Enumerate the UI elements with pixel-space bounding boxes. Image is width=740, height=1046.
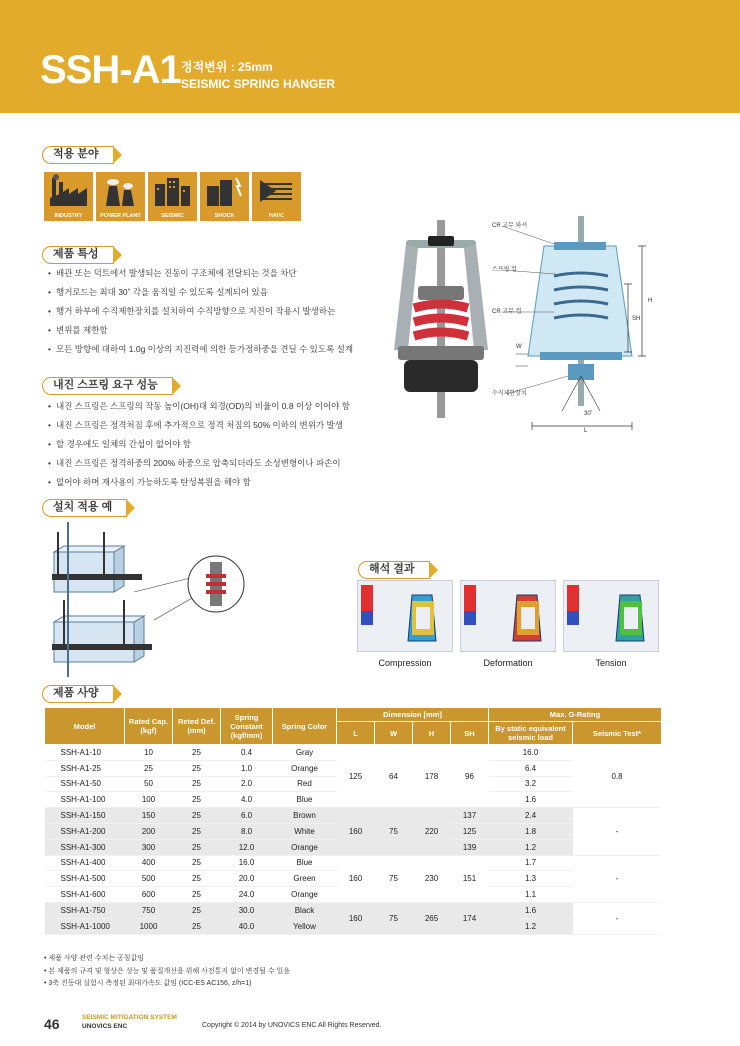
product-photo [392, 220, 490, 418]
cell-def: 25 [173, 823, 221, 839]
drawing-label-l: L [584, 428, 588, 434]
subtitle-kr: 정적변위 : 25mm [181, 60, 273, 74]
cell-spring-constant: 30.0 [221, 902, 273, 918]
section-application: 적용 분야 [42, 146, 114, 164]
cell-dim-h: 178 [413, 745, 451, 808]
cell-model: SSH-A1-300 [45, 839, 125, 855]
cell-g-static: 1.6 [489, 792, 573, 808]
col-rated-cap: Rated Cap. (kgf) [125, 708, 173, 745]
factory-icon: INDUSTRY [44, 172, 93, 221]
cell-spring-color: Brown [273, 808, 337, 824]
table-row [45, 745, 662, 761]
cell-spring-constant: 24.0 [221, 887, 273, 903]
cell-model: SSH-A1-500 [45, 871, 125, 887]
notes [44, 953, 290, 991]
cell-def: 25 [173, 918, 221, 934]
cell-spring-color: Orange [273, 760, 337, 776]
footer-copyright: Copyright © 2014 by UNOVICS ENC All Rights Reserved. [202, 1022, 382, 1029]
cell-def: 25 [173, 887, 221, 903]
cell-spring-color: Black [273, 902, 337, 918]
cell-dim-h: 230 [413, 855, 451, 902]
footer-system: SEISMIC MITIGATION SYSTEM [82, 1014, 177, 1021]
col-max-g: Max. G-Rating [489, 708, 662, 722]
list-item: • 할 경우에도 일체의 간섭이 없어야 함 [50, 435, 350, 454]
list-item: • 행거 하부에 수직제한장치를 설치하여 수직방향으로 지진이 작용시 발생하는 [50, 302, 353, 321]
hanger-drawing [492, 216, 672, 436]
col-seismic-test: Seismic Test* [573, 722, 662, 745]
col-spring-constant: Spring Constant (kgf/mm) [221, 708, 273, 745]
cell-seismic-test: - [573, 808, 662, 855]
cell-model: SSH-A1-25 [45, 760, 125, 776]
cell-spring-constant: 20.0 [221, 871, 273, 887]
table-row [45, 902, 662, 918]
list-item: • 변위를 제한함 [50, 321, 353, 340]
caption-tension: Tension [595, 658, 627, 668]
header-banner [0, 0, 740, 113]
features-list [50, 264, 353, 359]
cell-spring-constant: 16.0 [221, 855, 273, 871]
col-h: H [413, 722, 451, 745]
cell-cap: 10 [125, 745, 173, 761]
cell-spring-color: Orange [273, 887, 337, 903]
section-inner-spring: 내진 스프링 요구 성능 [42, 377, 173, 395]
cell-cap: 1000 [125, 918, 173, 934]
cell-spring-color: Gray [273, 745, 337, 761]
cell-cap: 25 [125, 760, 173, 776]
shock-building-icon: SHOCK [200, 172, 249, 221]
cell-spring-color: Yellow [273, 918, 337, 934]
cell-dim-w: 64 [375, 745, 413, 808]
list-item: • 모든 방향에 대하여 1.0g 이상의 지진력에 의한 등가정하중을 견딜 수 있도록 설계 [50, 340, 353, 359]
spec-table [44, 707, 662, 935]
cell-def: 25 [173, 776, 221, 792]
cell-cap: 300 [125, 839, 173, 855]
caption-deformation: Deformation [483, 658, 533, 668]
list-item: • 배관 또는 덕트에서 발생되는 진동이 구조체에 전달되는 것을 차단 [50, 264, 353, 283]
drawing-label-cr-cup: CR 고무 컵 [492, 309, 522, 315]
col-w: W [375, 722, 413, 745]
analysis-tension-image [563, 580, 659, 652]
cell-spring-constant: 2.0 [221, 776, 273, 792]
cell-g-static: 1.2 [489, 839, 573, 855]
col-dimension: Dimension [mm] [337, 708, 489, 722]
cell-spring-constant: 8.0 [221, 823, 273, 839]
cell-def: 25 [173, 760, 221, 776]
cell-def: 25 [173, 871, 221, 887]
cell-g-static: 1.2 [489, 918, 573, 934]
cell-dim-sh: 151 [451, 855, 489, 902]
cell-def: 25 [173, 855, 221, 871]
cell-dim-l: 160 [337, 902, 375, 934]
cell-def: 25 [173, 839, 221, 855]
col-rated-def: Reted Def. (mm) [173, 708, 221, 745]
cell-seismic-test: 0.8 [573, 745, 662, 808]
drawing-label-w: W [516, 344, 522, 350]
list-item: • 내진 스프링은 정격하중의 200% 하중으로 압축되더라도 소성변형이나 파손이 [50, 454, 350, 473]
drawing-label-angle: 30˚ [584, 411, 593, 417]
table-row [45, 808, 662, 824]
cell-model: SSH-A1-10 [45, 745, 125, 761]
cell-def: 25 [173, 808, 221, 824]
page-number: 46 [44, 1016, 60, 1032]
col-by-static: By static equivalent seismic load [489, 722, 573, 745]
cell-cap: 500 [125, 871, 173, 887]
list-item: • 내진 스프링은 스프링의 작동 높이(OH)대 외경(OD)의 비율이 0.8 이상 이어야 함 [50, 397, 350, 416]
drawing-label-vertical-limiter: 수직제한장치 [492, 391, 527, 397]
cell-spring-color: Blue [273, 792, 337, 808]
list-item: • 없어야 하며 재사용이 가능하도록 탄성복원을 해야 함 [50, 473, 350, 492]
cell-g-static: 1.6 [489, 902, 573, 918]
col-model: Model [45, 708, 125, 745]
cell-dim-sh: 96 [451, 745, 489, 808]
cell-model: SSH-A1-600 [45, 887, 125, 903]
cell-dim-w: 75 [375, 855, 413, 902]
cell-g-static: 1.1 [489, 887, 573, 903]
cell-model: SSH-A1-400 [45, 855, 125, 871]
col-l: L [337, 722, 375, 745]
cell-dim-h: 220 [413, 808, 451, 855]
col-spring-color: Spring Color [273, 708, 337, 745]
cell-spring-color: Blue [273, 855, 337, 871]
cell-dim-w: 75 [375, 808, 413, 855]
cell-dim-sh: 139 [451, 839, 489, 855]
cell-spring-color: Red [273, 776, 337, 792]
table-row [45, 855, 662, 871]
cell-dim-h: 265 [413, 902, 451, 934]
note-item: • 3축 진동대 실험시 측정된 최대가속도 값임 (ICC-ES AC156, z/h=1) [44, 980, 252, 987]
cell-g-static: 2.4 [489, 808, 573, 824]
cell-g-static: 3.2 [489, 776, 573, 792]
cell-spring-constant: 12.0 [221, 839, 273, 855]
section-analysis: 해석 결과 [358, 561, 430, 579]
note-item: • 본 제품의 규격 및 형상은 성능 및 품질개선을 위해 사전통지 없이 변경될 수 있음 [44, 967, 291, 975]
cell-cap: 100 [125, 792, 173, 808]
cell-cap: 600 [125, 887, 173, 903]
cell-cap: 400 [125, 855, 173, 871]
drawing-label-sh: SH [632, 316, 641, 322]
cell-def: 25 [173, 902, 221, 918]
cell-g-static: 6.4 [489, 760, 573, 776]
cell-def: 25 [173, 745, 221, 761]
footer-company: UNOVICS ENC [82, 1023, 128, 1030]
drawing-label-cr-washer: CR 고무 와셔 [492, 223, 528, 229]
drawing-label-spring-cup: 스프링 컵 [492, 267, 517, 273]
cell-spring-constant: 40.0 [221, 918, 273, 934]
hvac-icon: HAVC [252, 172, 301, 221]
subtitle-en: SEISMIC SPRING HANGER [181, 77, 336, 91]
col-sh: SH [451, 722, 489, 745]
cell-spring-constant: 6.0 [221, 808, 273, 824]
cell-dim-sh: 125 [451, 823, 489, 839]
list-item: • 행거로드는 최대 30˚ 각을 움직일 수 있도록 설계되어 있음 [50, 283, 353, 302]
cell-cap: 150 [125, 808, 173, 824]
inner-spring-list [50, 397, 350, 492]
cell-dim-l: 160 [337, 855, 375, 902]
cell-model: SSH-A1-1000 [45, 918, 125, 934]
cell-spring-constant: 4.0 [221, 792, 273, 808]
analysis-deformation-image [460, 580, 556, 652]
cell-model: SSH-A1-200 [45, 823, 125, 839]
cell-dim-sh: 174 [451, 902, 489, 934]
cell-dim-l: 160 [337, 808, 375, 855]
section-install: 설치 적용 예 [42, 499, 127, 517]
cell-spring-constant: 0.4 [221, 745, 273, 761]
cell-model: SSH-A1-750 [45, 902, 125, 918]
cell-dim-l: 125 [337, 745, 375, 808]
caption-compression: Compression [378, 658, 432, 668]
cell-spring-color: Orange [273, 839, 337, 855]
cell-g-static: 1.3 [489, 871, 573, 887]
cell-def: 25 [173, 792, 221, 808]
list-item: • 내진 스프링은 정격처짐 후에 추가적으로 정격 처짐의 50% 이하의 변위가 발생 [50, 416, 350, 435]
cell-spring-color: White [273, 823, 337, 839]
cell-seismic-test: - [573, 902, 662, 934]
cell-seismic-test: - [573, 855, 662, 902]
cell-g-static: 1.7 [489, 855, 573, 871]
application-icons [44, 172, 301, 221]
cell-spring-color: Green [273, 871, 337, 887]
note-item: • 제품 사양 관련 수치는 공칭값임 [44, 955, 145, 962]
model-title: SSH-A1 [40, 48, 181, 92]
cell-model: SSH-A1-100 [45, 792, 125, 808]
cell-g-static: 1.8 [489, 823, 573, 839]
power-plant-icon: POWER PLANT [96, 172, 145, 221]
analysis-compression-image [357, 580, 453, 652]
cell-cap: 50 [125, 776, 173, 792]
seismic-building-icon: SEISMIC [148, 172, 197, 221]
drawing-label-h: H [648, 298, 653, 304]
cell-cap: 750 [125, 902, 173, 918]
cell-cap: 200 [125, 823, 173, 839]
cell-g-static: 16.0 [489, 745, 573, 761]
cell-model: SSH-A1-50 [45, 776, 125, 792]
cell-dim-w: 75 [375, 902, 413, 934]
cell-dim-sh: 137 [451, 808, 489, 824]
install-diagram [44, 522, 294, 677]
section-features: 제품 특성 [42, 246, 114, 264]
cell-model: SSH-A1-150 [45, 808, 125, 824]
section-spec: 제품 사양 [42, 685, 114, 703]
cell-spring-constant: 1.0 [221, 760, 273, 776]
